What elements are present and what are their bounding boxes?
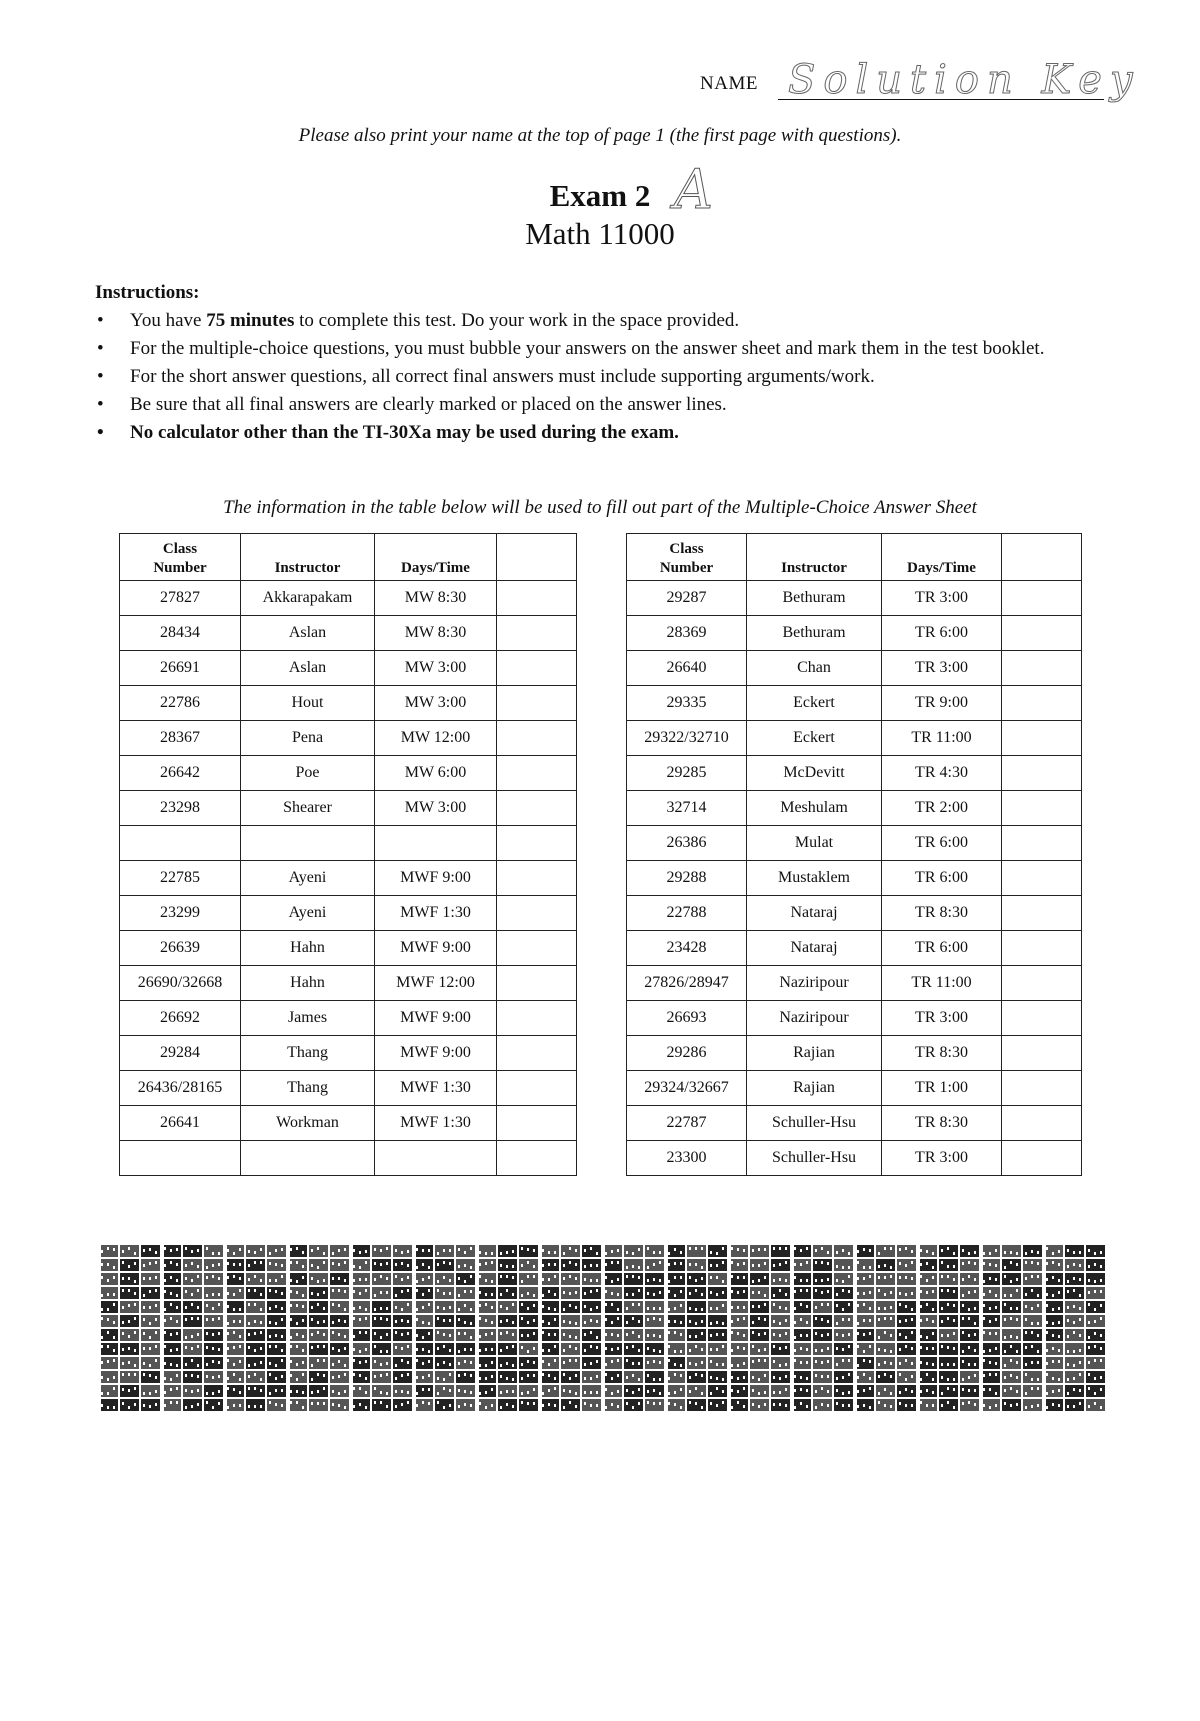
blank-cell — [1002, 1141, 1082, 1176]
instructor-cell: Rajian — [747, 1036, 882, 1071]
days-time-cell: TR 6:00 — [882, 861, 1002, 896]
table-row — [120, 861, 577, 896]
table-row — [120, 1071, 577, 1106]
instructor-cell — [241, 826, 375, 861]
blank-cell — [497, 826, 577, 861]
instructor-cell: Akkarapakam — [241, 581, 375, 616]
instruction-item: • You have 75 minutes to complete this test. Do your work in the space provided. — [97, 310, 740, 331]
blank-cell — [497, 1106, 577, 1141]
table-row — [120, 686, 577, 721]
days-time-cell — [375, 1141, 497, 1176]
blank-cell — [1002, 1106, 1082, 1141]
instructor-cell: Eckert — [747, 721, 882, 756]
blank-cell — [497, 966, 577, 1001]
blank-cell — [1002, 861, 1082, 896]
table-row — [627, 651, 1082, 686]
table-row — [120, 721, 577, 756]
days-time-cell: TR 11:00 — [882, 721, 1002, 756]
instructor-cell: Naziripour — [747, 966, 882, 1001]
blank-cell — [497, 616, 577, 651]
name-value: Solution Key — [788, 57, 1141, 103]
days-time-cell: MWF 9:00 — [375, 931, 497, 966]
instructor-cell: Schuller-Hsu — [747, 1106, 882, 1141]
table-row — [627, 1141, 1082, 1176]
table-row — [627, 931, 1082, 966]
blank-cell — [1002, 896, 1082, 931]
blank-cell — [497, 791, 577, 826]
blank-cell — [497, 1036, 577, 1071]
days-time-cell: MW 8:30 — [375, 581, 497, 616]
blank-cell — [1002, 616, 1082, 651]
blank-cell — [1002, 1036, 1082, 1071]
table-row — [120, 581, 577, 616]
class-number-cell: 22786 — [120, 686, 241, 721]
exam-version-letter: A — [674, 158, 713, 221]
blank-cell — [1002, 826, 1082, 861]
blank-cell — [1002, 791, 1082, 826]
days-time-cell: TR 6:00 — [882, 616, 1002, 651]
bullet-icon: • — [97, 394, 104, 415]
table-row — [120, 1036, 577, 1071]
blank-cell — [1002, 1071, 1082, 1106]
column-header-instructor: Instructor — [241, 534, 375, 581]
bullet-icon: • — [97, 422, 104, 443]
blank-cell — [1002, 931, 1082, 966]
days-time-cell: TR 6:00 — [882, 826, 1002, 861]
column-header-days-time: Days/Time — [375, 534, 497, 581]
class-number-cell: 27826/28947 — [627, 966, 747, 1001]
column-header-blank — [1002, 534, 1082, 581]
instructor-cell: Nataraj — [747, 931, 882, 966]
class-number-cell: 32714 — [627, 791, 747, 826]
class-number-cell — [120, 826, 241, 861]
days-time-cell: MWF 12:00 — [375, 966, 497, 1001]
exam-title: Exam 2 — [549, 178, 651, 213]
column-header-class-number: Class Number — [120, 534, 241, 581]
table-caption: The information in the table below will be used to fill out part of the Multiple-Choice Answer Sheet — [223, 497, 977, 518]
class-schedule-table-left — [119, 533, 577, 1176]
instructor-cell: Chan — [747, 651, 882, 686]
table-row — [627, 756, 1082, 791]
name-underline — [778, 99, 1104, 100]
class-number-cell: 26691 — [120, 651, 241, 686]
bullet-icon: • — [97, 366, 104, 387]
name-label: NAME — [700, 73, 758, 94]
instructor-cell: Bethuram — [747, 581, 882, 616]
instructor-cell: Meshulam — [747, 791, 882, 826]
print-name-note: Please also print your name at the top of page 1 (the first page with questions). — [298, 125, 902, 146]
title-block — [0, 178, 1200, 252]
exam-version-handwritten — [660, 160, 750, 235]
days-time-cell: TR 8:30 — [882, 1036, 1002, 1071]
instructor-cell: Aslan — [241, 616, 375, 651]
class-number-cell: 22785 — [120, 861, 241, 896]
table-row — [120, 1001, 577, 1036]
class-number-cell: 26639 — [120, 931, 241, 966]
days-time-cell — [375, 826, 497, 861]
class-number-cell: 26386 — [627, 826, 747, 861]
class-number-cell: 29284 — [120, 1036, 241, 1071]
table-row — [120, 791, 577, 826]
days-time-cell: TR 3:00 — [882, 581, 1002, 616]
table-row — [627, 686, 1082, 721]
table-row — [627, 721, 1082, 756]
column-header-days-time: Days/Time — [882, 534, 1002, 581]
table-row — [627, 791, 1082, 826]
days-time-cell: MWF 9:00 — [375, 861, 497, 896]
class-number-cell: 26690/32668 — [120, 966, 241, 1001]
blank-cell — [497, 1071, 577, 1106]
class-number-cell: 26642 — [120, 756, 241, 791]
table-row — [120, 756, 577, 791]
instructions-heading: Instructions: — [95, 282, 200, 303]
days-time-cell: MWF 9:00 — [375, 1001, 497, 1036]
instructor-cell: Aslan — [241, 651, 375, 686]
table-row — [627, 861, 1082, 896]
table-row — [120, 616, 577, 651]
days-time-cell: MW 3:00 — [375, 686, 497, 721]
instructor-cell: McDevitt — [747, 756, 882, 791]
blank-cell — [497, 861, 577, 896]
column-header-instructor: Instructor — [747, 534, 882, 581]
days-time-cell: TR 1:00 — [882, 1071, 1002, 1106]
class-number-cell: 29324/32667 — [627, 1071, 747, 1106]
scan-barcode — [99, 1245, 1100, 1721]
table-row — [627, 1001, 1082, 1036]
table-row — [627, 1106, 1082, 1141]
days-time-cell: MW 6:00 — [375, 756, 497, 791]
class-number-cell: 26692 — [120, 1001, 241, 1036]
class-number-cell: 26641 — [120, 1106, 241, 1141]
table-row — [120, 966, 577, 1001]
days-time-cell: TR 3:00 — [882, 1001, 1002, 1036]
class-number-cell: 23298 — [120, 791, 241, 826]
instructor-cell: Hahn — [241, 966, 375, 1001]
instructor-cell: Workman — [241, 1106, 375, 1141]
class-number-cell: 27827 — [120, 581, 241, 616]
instructor-cell: Mustaklem — [747, 861, 882, 896]
instructions — [95, 282, 1105, 448]
table-row — [120, 651, 577, 686]
table-row — [120, 1106, 577, 1141]
instruction-item: • Be sure that all final answers are clearly marked or placed on the answer lines. — [97, 394, 727, 415]
days-time-cell: TR 3:00 — [882, 1141, 1002, 1176]
blank-cell — [497, 756, 577, 791]
class-number-cell: 26693 — [627, 1001, 747, 1036]
days-time-cell: TR 8:30 — [882, 896, 1002, 931]
table-row — [627, 896, 1082, 931]
instruction-item: • For the short answer questions, all correct final answers must include supporting arguments/work. — [97, 366, 875, 387]
blank-cell — [1002, 581, 1082, 616]
blank-cell — [1002, 721, 1082, 756]
class-number-cell: 29286 — [627, 1036, 747, 1071]
table-row — [120, 931, 577, 966]
instructor-cell: Rajian — [747, 1071, 882, 1106]
name-field — [700, 55, 1141, 105]
class-number-cell: 23299 — [120, 896, 241, 931]
blank-cell — [497, 686, 577, 721]
blank-cell — [1002, 1001, 1082, 1036]
days-time-cell: MW 3:00 — [375, 791, 497, 826]
column-header-blank — [497, 534, 577, 581]
blank-cell — [497, 896, 577, 931]
days-time-cell: TR 9:00 — [882, 686, 1002, 721]
instructor-cell: Bethuram — [747, 616, 882, 651]
days-time-cell: TR 3:00 — [882, 651, 1002, 686]
class-number-cell: 22788 — [627, 896, 747, 931]
class-number-cell: 29322/32710 — [627, 721, 747, 756]
class-number-cell: 26640 — [627, 651, 747, 686]
instructor-cell: Hahn — [241, 931, 375, 966]
days-time-cell: MWF 1:30 — [375, 1106, 497, 1141]
days-time-cell: MWF 1:30 — [375, 1071, 497, 1106]
class-number-cell: 22787 — [627, 1106, 747, 1141]
class-number-cell: 29288 — [627, 861, 747, 896]
class-number-cell: 28367 — [120, 721, 241, 756]
instructor-cell: Eckert — [747, 686, 882, 721]
days-time-cell: TR 6:00 — [882, 931, 1002, 966]
days-time-cell: MWF 9:00 — [375, 1036, 497, 1071]
days-time-cell: TR 11:00 — [882, 966, 1002, 1001]
instruction-item: • For the multiple-choice questions, you must bubble your answers on the answer sheet and mark them in the test booklet. — [97, 338, 1045, 359]
bullet-icon: • — [97, 310, 104, 331]
instructor-cell: Thang — [241, 1036, 375, 1071]
instructor-cell — [241, 1141, 375, 1176]
course-title: Math 11000 — [525, 216, 675, 251]
instructor-cell: Pena — [241, 721, 375, 756]
instructor-cell: James — [241, 1001, 375, 1036]
instructor-cell: Thang — [241, 1071, 375, 1106]
table-row — [627, 616, 1082, 651]
instructions-list — [95, 308, 1105, 445]
days-time-cell: TR 8:30 — [882, 1106, 1002, 1141]
class-number-cell: 28434 — [120, 616, 241, 651]
blank-cell — [497, 1001, 577, 1036]
blank-cell — [497, 581, 577, 616]
class-schedule-table-right — [626, 533, 1082, 1176]
class-number-cell: 23428 — [627, 931, 747, 966]
table-row — [627, 581, 1082, 616]
instructor-cell: Nataraj — [747, 896, 882, 931]
table-row — [627, 966, 1082, 1001]
blank-cell — [1002, 651, 1082, 686]
instructor-cell: Poe — [241, 756, 375, 791]
instructor-cell: Shearer — [241, 791, 375, 826]
blank-cell — [1002, 756, 1082, 791]
instructor-cell: Ayeni — [241, 896, 375, 931]
instructor-cell: Schuller-Hsu — [747, 1141, 882, 1176]
blank-cell — [497, 931, 577, 966]
class-number-cell: 29335 — [627, 686, 747, 721]
class-number-cell — [120, 1141, 241, 1176]
days-time-cell: MW 8:30 — [375, 616, 497, 651]
class-number-cell: 28369 — [627, 616, 747, 651]
instruction-item: • No calculator other than the TI-30Xa may be used during the exam. — [97, 422, 679, 443]
table-row — [627, 1036, 1082, 1071]
blank-cell — [497, 1141, 577, 1176]
bullet-icon: • — [97, 338, 104, 359]
class-number-cell: 29287 — [627, 581, 747, 616]
blank-cell — [497, 651, 577, 686]
instructor-cell: Naziripour — [747, 1001, 882, 1036]
column-header-class-number: Class Number — [627, 534, 747, 581]
blank-cell — [1002, 686, 1082, 721]
table-row — [120, 1141, 577, 1176]
table-row — [120, 896, 577, 931]
days-time-cell: MW 3:00 — [375, 651, 497, 686]
blank-cell — [497, 721, 577, 756]
class-number-cell: 29285 — [627, 756, 747, 791]
time-limit: 75 minutes — [206, 310, 295, 331]
instructor-cell: Ayeni — [241, 861, 375, 896]
blank-cell — [1002, 966, 1082, 1001]
days-time-cell: MW 12:00 — [375, 721, 497, 756]
instructor-cell: Mulat — [747, 826, 882, 861]
days-time-cell: TR 2:00 — [882, 791, 1002, 826]
class-number-cell: 23300 — [627, 1141, 747, 1176]
table-row — [627, 1071, 1082, 1106]
table-row — [120, 826, 577, 861]
name-signature — [784, 55, 1141, 103]
class-number-cell: 26436/28165 — [120, 1071, 241, 1106]
days-time-cell: TR 4:30 — [882, 756, 1002, 791]
days-time-cell: MWF 1:30 — [375, 896, 497, 931]
instructor-cell: Hout — [241, 686, 375, 721]
table-row — [627, 826, 1082, 861]
